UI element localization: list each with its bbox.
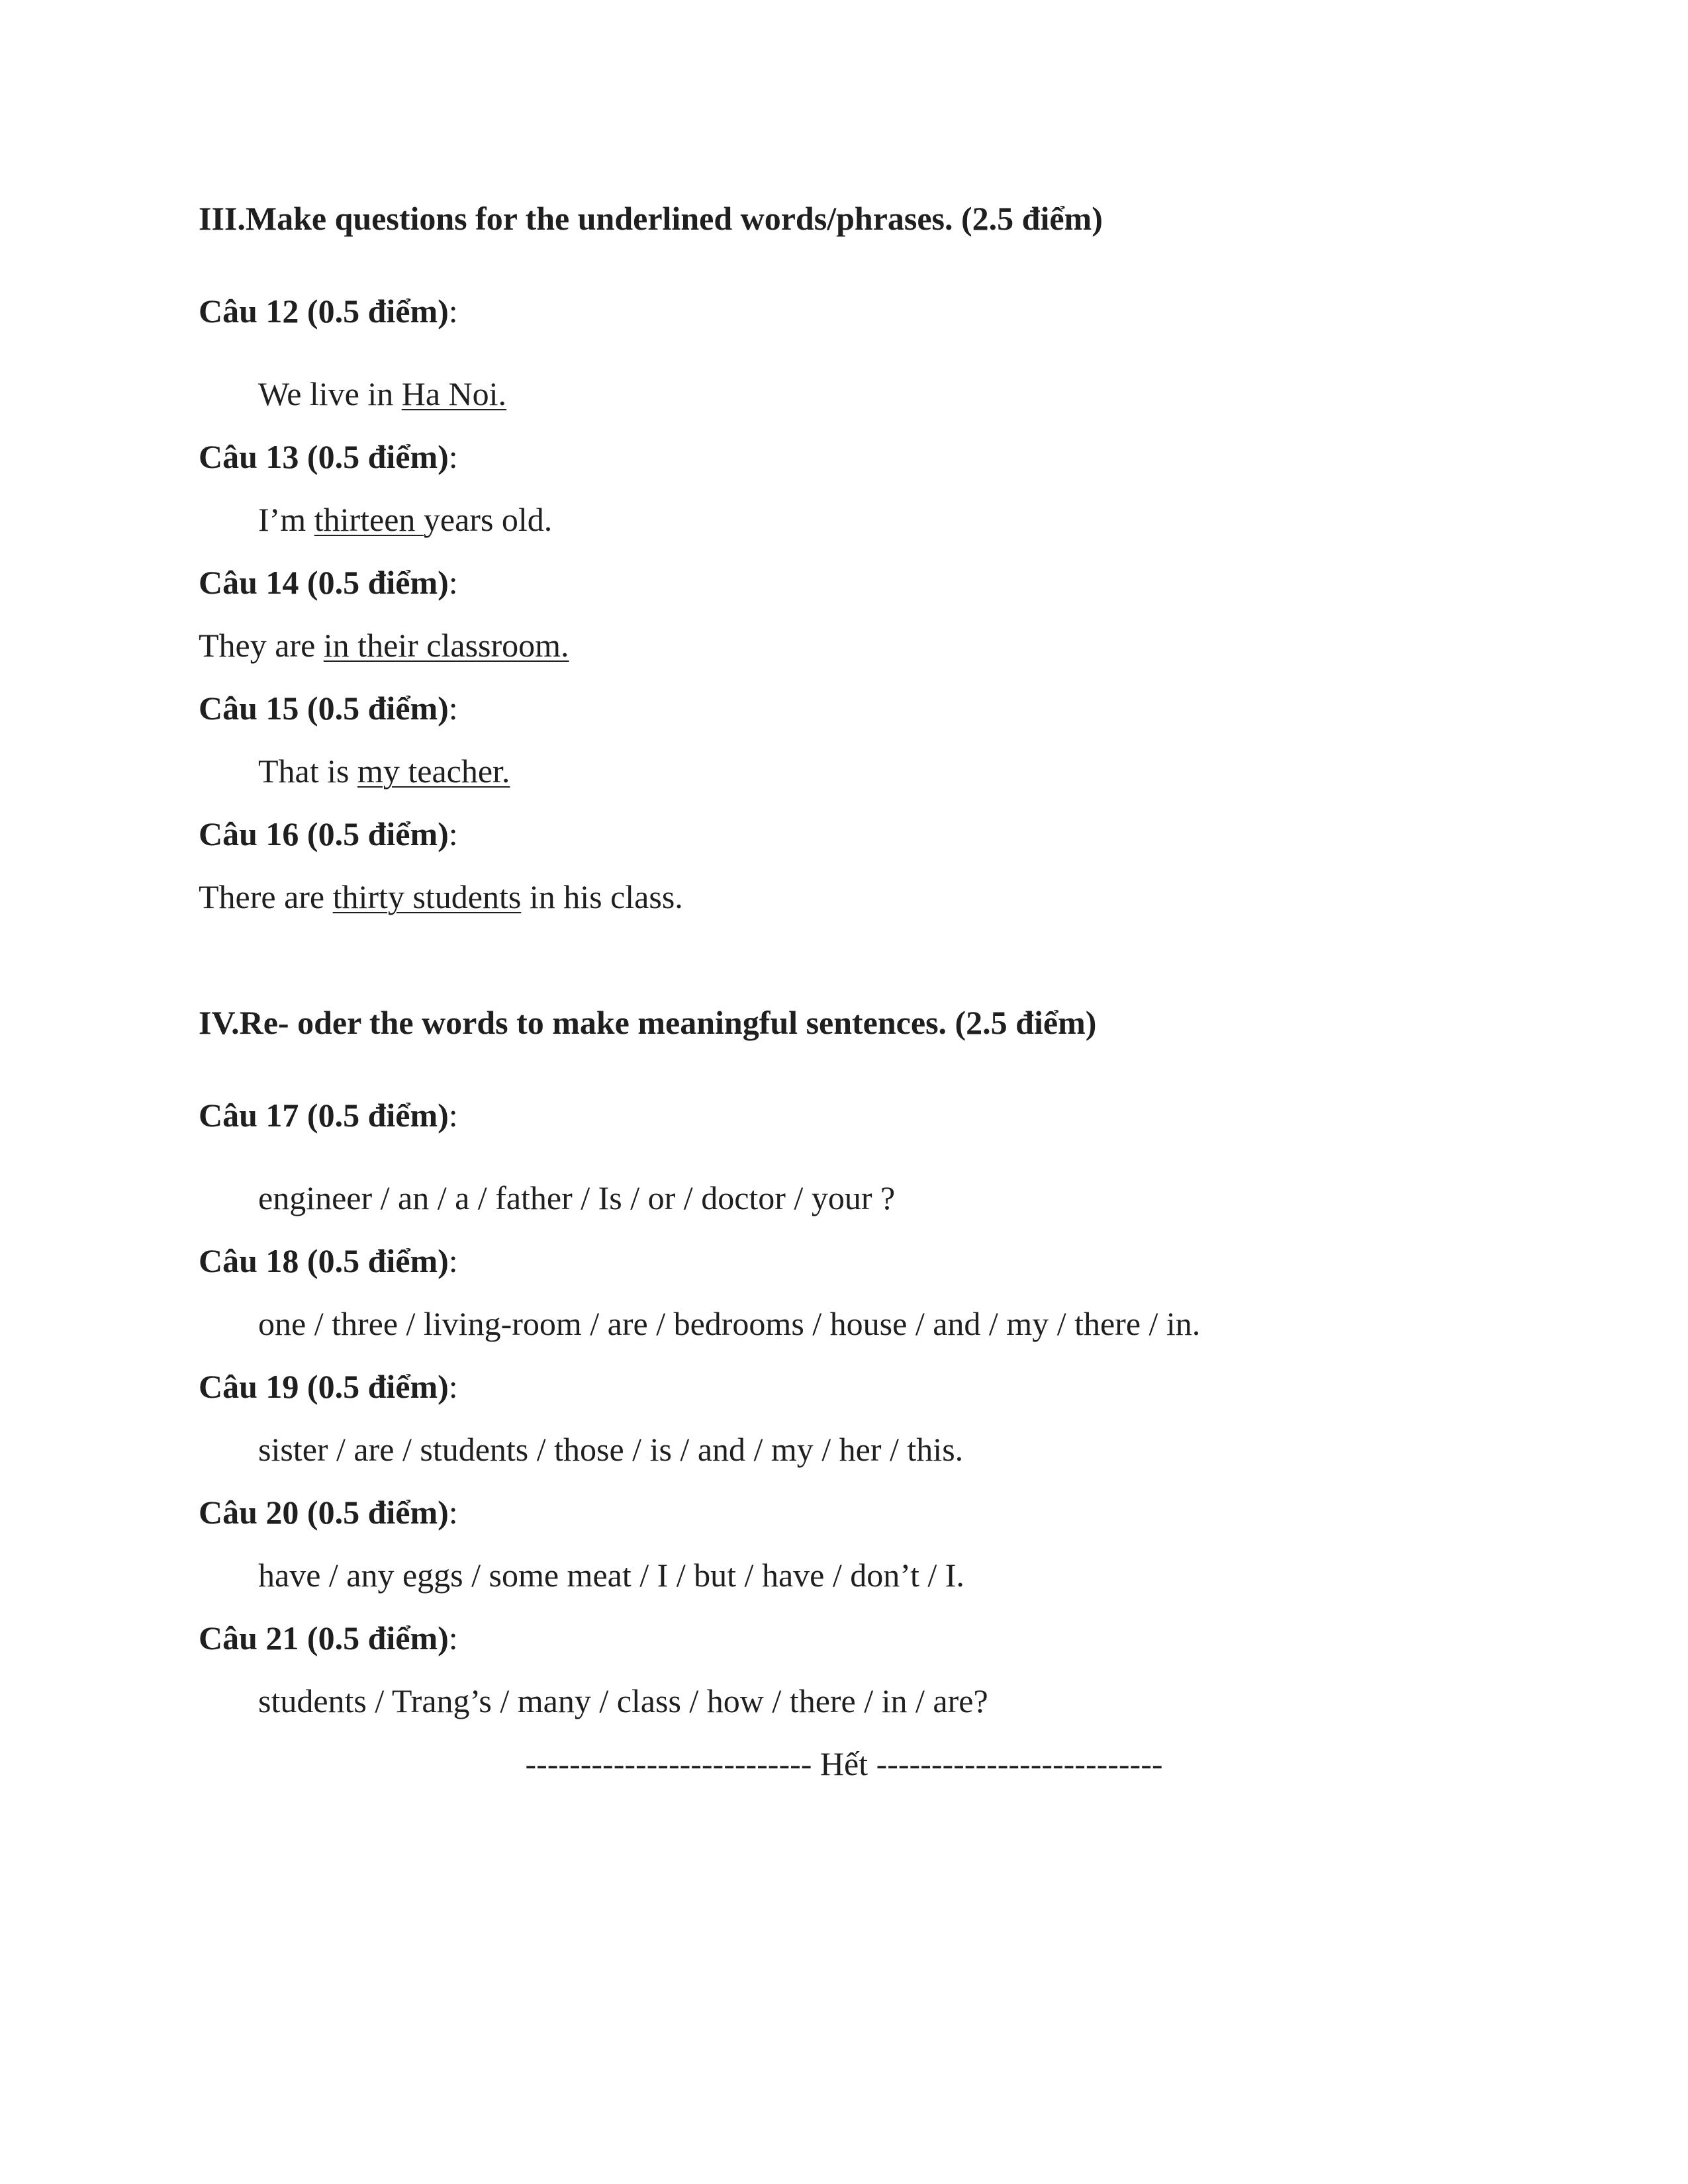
sentence-post: years old.	[423, 501, 553, 538]
underlined-phrase: in their classroom.	[323, 627, 569, 664]
sentence-pre: That is	[258, 752, 357, 790]
question-colon: :	[448, 1097, 458, 1134]
question-21-words: students / Trang’s / many / class / how / there / in / are?	[258, 1682, 988, 1719]
question-label: Câu 20 (0.5 điểm)	[199, 1494, 449, 1531]
question-20-words: have / any eggs / some meat / I / but / have / don’t / I.	[258, 1557, 964, 1594]
sentence-pre: There are	[199, 878, 333, 915]
question-20-label	[199, 1492, 458, 1532]
question-12-label	[199, 291, 458, 331]
question-21-label	[199, 1618, 458, 1658]
question-label: Câu 21 (0.5 điểm)	[199, 1619, 449, 1657]
section-4-heading: IV.Re- oder the words to make meaningful sentences. (2.5 điểm)	[199, 1004, 1097, 1041]
question-17-label	[199, 1095, 458, 1135]
question-17-words: engineer / an / a / father / Is / or / doctor / your ?	[258, 1179, 896, 1216]
question-colon: :	[448, 564, 458, 601]
question-18-words: one / three / living-room / are / bedrooms / house / and / my / there / in.	[258, 1305, 1201, 1342]
question-12-sentence	[258, 374, 506, 414]
question-colon: :	[448, 1242, 458, 1279]
question-label: Câu 17 (0.5 điểm)	[199, 1097, 449, 1134]
end-marker: -------------------------- Hết --------------------------	[525, 1745, 1163, 1782]
underlined-phrase: thirteen	[314, 501, 424, 538]
question-19-words: sister / are / students / those / is / and / my / her / this.	[258, 1431, 964, 1468]
question-colon: :	[448, 293, 458, 330]
question-label: Câu 15 (0.5 điểm)	[199, 690, 449, 727]
question-colon: :	[448, 1494, 458, 1531]
question-19-label	[199, 1367, 458, 1406]
question-14-label	[199, 563, 458, 602]
sentence-pre: We live in	[258, 375, 402, 412]
question-colon: :	[448, 690, 458, 727]
question-15-sentence	[258, 751, 510, 791]
underlined-phrase: Ha Noi.	[401, 375, 507, 412]
question-label: Câu 19 (0.5 điểm)	[199, 1368, 449, 1405]
underlined-phrase: thirty students	[332, 878, 522, 915]
question-label: Câu 16 (0.5 điểm)	[199, 815, 449, 852]
question-label: Câu 14 (0.5 điểm)	[199, 564, 449, 601]
sentence-post: in his class.	[521, 878, 683, 915]
sentence-pre: They are	[199, 627, 324, 664]
sentence-pre: I’m	[258, 501, 314, 538]
question-16-label	[199, 814, 458, 854]
section-3-heading: III.Make questions for the underlined words/phrases. (2.5 điểm)	[199, 200, 1103, 237]
question-colon: :	[448, 438, 458, 475]
question-colon: :	[448, 1368, 458, 1405]
question-15-label	[199, 688, 458, 728]
question-14-sentence	[199, 625, 569, 665]
question-colon: :	[448, 1619, 458, 1657]
question-label: Câu 18 (0.5 điểm)	[199, 1242, 449, 1279]
question-13-label	[199, 437, 458, 477]
question-13-sentence	[258, 500, 552, 539]
underlined-phrase: my teacher.	[357, 752, 510, 790]
question-label: Câu 13 (0.5 điểm)	[199, 438, 449, 475]
question-label: Câu 12 (0.5 điểm)	[199, 293, 449, 330]
question-colon: :	[448, 815, 458, 852]
question-16-sentence	[199, 877, 683, 917]
question-18-label	[199, 1241, 458, 1281]
